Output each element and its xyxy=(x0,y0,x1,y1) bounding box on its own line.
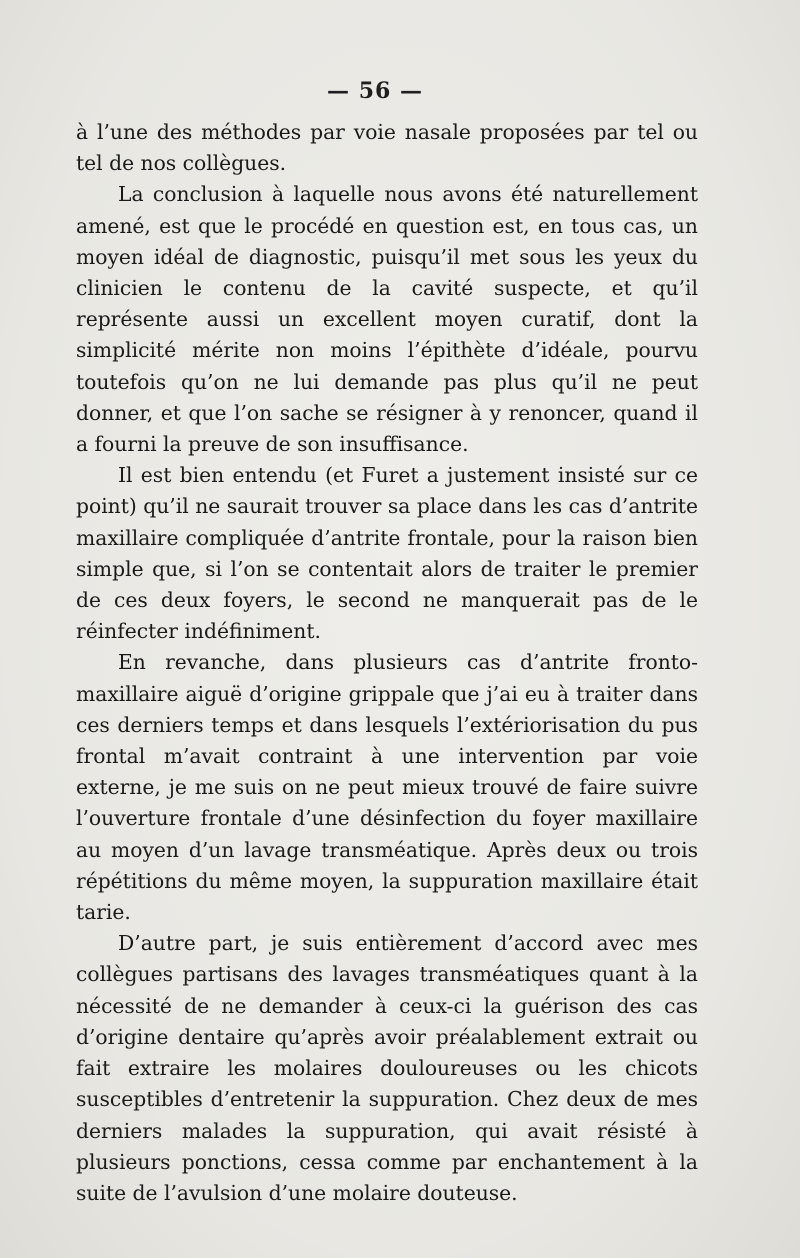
paragraph-conclusion: La conclusion à laquelle nous avons été naturellement amené, est que le procédé en question est, en tous cas, un moyen idéal de diagnostic, puisqu’il met sous les yeux du clinicien le contenu de la cavité suspecte, et qu’il représente aussi un excellent moyen curatif, dont la simplicité mérite non moins l’épithète d’idéale, pourvu toutefois qu’on ne lui demande pas plus qu’il ne peut donner, et que l’on sache se résigner à y renoncer, quand il a fourni la preuve de son insuffisance. xyxy=(76,182,698,457)
paragraph-continuation: à l’une des méthodes par voie nasale proposées par tel ou tel de nos collègues. xyxy=(76,120,698,176)
page-number: — 56 — xyxy=(327,78,423,104)
paragraph-furet: Il est bien entendu (et Furet a justement insisté sur ce point) qu’il ne saurait trouver sa place dans les cas d’antrite maxillaire compliquée d’antrite frontale, pour la raison bien simple que, si l’on se contentait alors de traiter le premier de ces deux foyers, le second ne manquerait pas de le réinfecter indéfiniment. xyxy=(76,463,698,644)
paragraph-revanche: En revanche, dans plusieurs cas d’antrite fronto-maxillaire aiguë d’origine grippale que j’ai eu à traiter dans ces derniers temps et dans lesquels l’extériorisation du pus frontal m’avait contraint à une intervention par voie externe, je me suis on ne peut mieux trouvé de faire suivre l’ouverture frontale d’une désinfection du foyer maxillaire au moyen d’un lavage transméatique. Après deux ou trois répétitions du même moyen, la suppuration maxillaire était tarie. xyxy=(76,650,698,925)
body-text xyxy=(76,117,698,1209)
paragraph-autre-part: D’autre part, je suis entièrement d’accord avec mes collègues partisans des lavages transméatiques quant à la nécessité de ne demander à ceux-ci la guérison des cas d’origine dentaire qu’après avoir préalablement extrait ou fait extraire les molaires douloureuses ou les chicots susceptibles d’entretenir la suppuration. Chez deux de mes derniers malades la suppuration, qui avait résisté à plusieurs ponctions, cessa comme par enchantement à la suite de l’avulsion d’une molaire douteuse. xyxy=(76,931,698,1205)
